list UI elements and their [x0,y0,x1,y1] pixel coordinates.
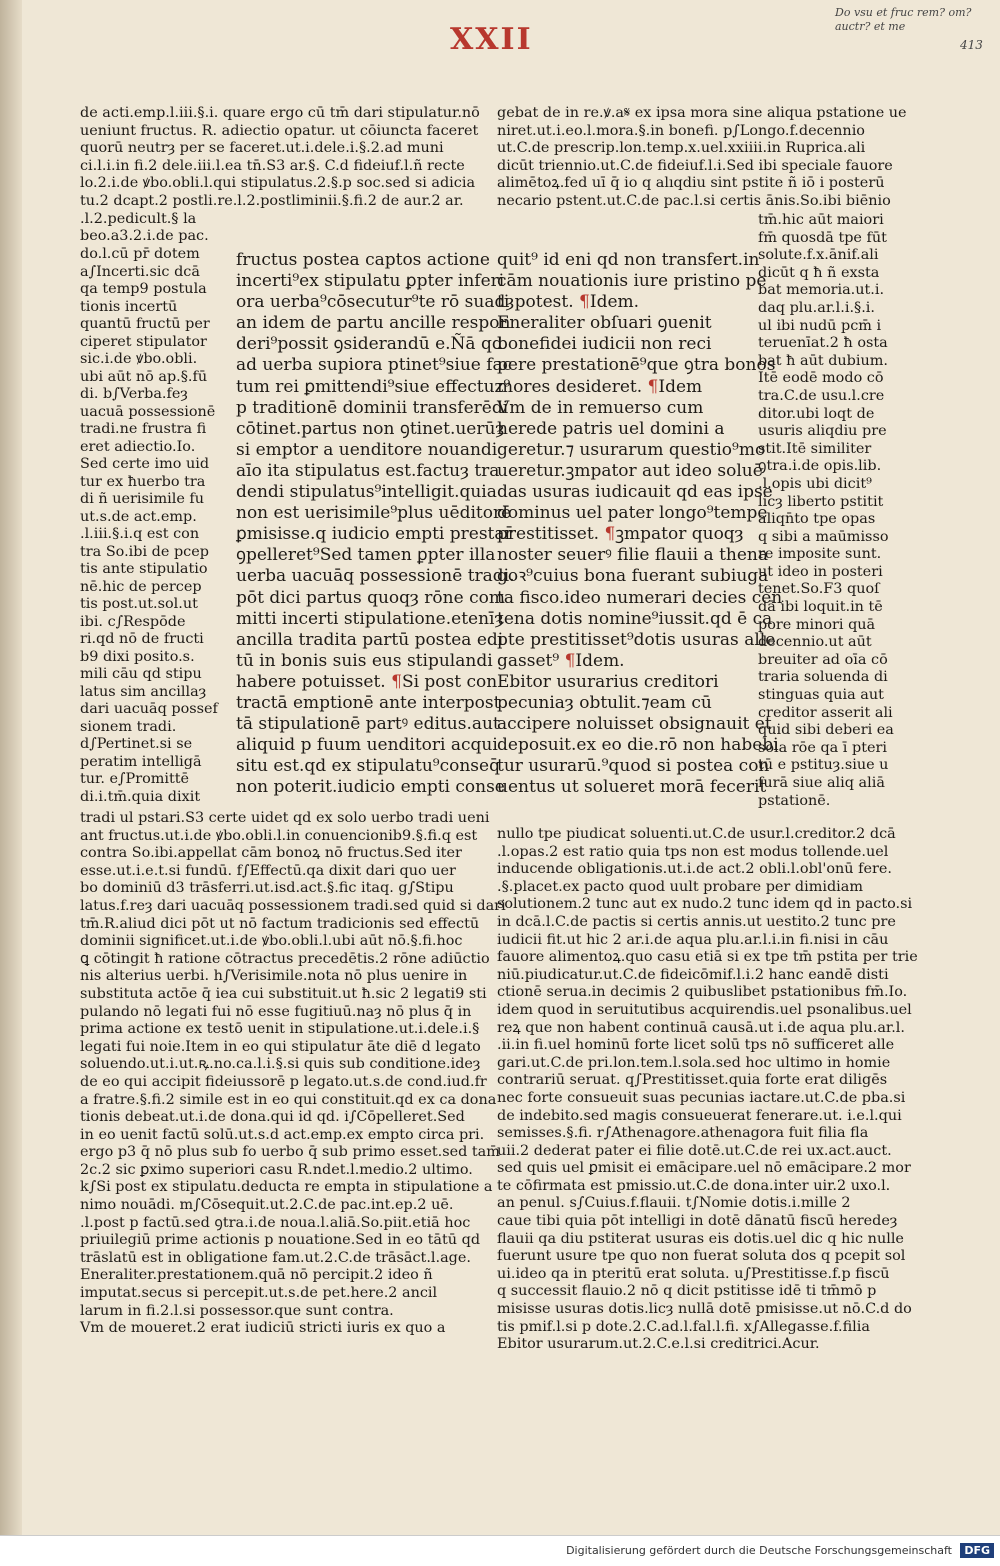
text-line: furā siue aliq aliā [758,775,885,791]
text-line: misisse usuras dotis.licȝ nullā dotē pmisisse.ut nō.C.d do [497,1301,912,1318]
text-line: niret.ut.i.eo.l.mora.§.in bonefi. p∫Longo.f.decennio [497,122,865,139]
text-line: mili cāu qd stipu [80,666,202,682]
text-line: q successit flauio.2 nō q dicit pstitisse idē ti tm̄mō p [497,1283,877,1300]
text-line: pulando nō legati fui nō esse fugitiuū.naȝ nō plus q̄ in [80,1003,472,1020]
text-line: tis pmif.l.si p dote.2.C.ad.l.fal.l.fi. x∫Allegasse.f.filia [497,1318,870,1335]
text-line: mores desideret. ¶Idem [497,376,703,397]
text-line: aīo ita stipulatus est.factuȝ tra [236,460,500,481]
text-line: traria soluenda di [758,669,888,686]
text-line: teruenīat.2 ħ osta [758,335,888,352]
text-line: inducende obligationis.ut.i.de act.2 obli.l.obl'onū fere. [497,861,892,878]
text-line: sionem tradi. [80,718,177,735]
text-line: alimētoꝝ.fed uī q̄ io q alıqdiu sint pstite ñ iō i posterū [497,175,885,192]
text-line: prestitisset. ¶ꝫmpator quoqȝ [497,524,744,545]
margin-note: Do vsu et fruc rem? om? auctr? et me [835,6,972,33]
text-line: sed quis uel ꝑmisit ei emācipare.uel nō emācipare.2 mor [497,1160,911,1177]
text-line: quit⁹ id eni qd non transfert.in [497,250,760,270]
text-line: dicūt triennio.ut.C.de fideiuf.l.i.Sed ibi speciale fauore [497,157,893,174]
text-line: nullo tpe piudicat soluenti.ut.C.de usur.l.creditor.2 dcā [497,826,896,842]
text-line: a∫Incerti.sic dcā [80,263,200,280]
text-line: tra So.ibi de pcep [80,543,209,560]
text-line: ꝑmisisse.q iudicio empti prestar̄ [236,524,513,545]
text-line: ꝗ cōtingit ħ ratione cōtractus precedētis.2 rōne adiūctio [80,950,490,967]
text-line: de acti.emp.l.iii.§.i. quare ergo cū tm̄ dari stipulatur.nō [80,105,480,121]
text-line: dendi stipulatus⁹intelligit.quia [236,482,497,503]
text-line: contrariū seruat. q∫Prestitisset.quia forte erat diligēs [497,1072,888,1089]
text-line: prima actione ex testō uenit in stipulatione.ut.i.dele.i.§ [80,1021,480,1038]
text-line: tenet.So.F3 quoſ [758,581,880,598]
text-line: solute.f.x.ānif.ali [758,247,879,264]
text-line: flauii qa diu pstiterat usuras eis dotis.uel dic q hic nulle [497,1230,904,1247]
text-line: tū e pstituȝ.siue u [758,757,889,774]
text-line: esse.ut.i.e.t.si fundū. f∫Effectū.qa dixit dari quo uer [80,862,456,879]
text-line: ꝯpelleret⁹Sed tamen ꝑpter illa [236,545,496,566]
text-line: ta fisco.ideo numerari decies cen [497,587,783,608]
text-line: tionis debeat.ut.i.de dona.qui id qd. i∫Cōpelleret.Sed [80,1109,465,1126]
text-line: idem quod in seruitutibus acquirendis.uel psonalibus.uel [497,1001,912,1018]
text-line: tractā emptionē ante interpost [236,692,501,713]
text-line: semisses.§.fi. r∫Athenagore.athenagora fuit filia fla [497,1125,869,1142]
text-line: bat memoria.ut.i. [758,282,885,299]
text-line: in dcā.l.C.de pactis si certis annis.ut uestito.2 tunc pre [497,913,896,930]
text-line: Vm de in remuerso cum [497,397,704,418]
text-line: nec forte consueuit suas pecunias iactare.ut.C.de pba.si [497,1089,906,1106]
text-line: Ebitor usurarum.ut.2.C.e.l.si creditrici.Acur. [497,1336,820,1353]
text-line: quantū fructū per [80,316,210,332]
text-line: pere prestationē⁹que ꝯtra bonos [497,355,776,376]
book-gutter [0,0,22,1535]
text-line: deri⁹possit ꝯsiderandū e.Ñā qd [236,334,503,355]
text-line: dari uacuāq possef [80,701,218,717]
text-line: geretur.⁊ usurarum questio⁹mo [497,439,766,460]
text-line: tur. e∫Promittē [80,771,190,787]
text-line: ant fructus.ut.i.de ꝟbo.obli.l.in conuencionib9.§.fi.q est [80,827,478,844]
text-line: b9 dixi posito.s. [80,648,195,665]
text-line: dicūt q ħ ñ exsta [758,264,880,281]
text-line: tis ante stipulatio [80,561,208,577]
gloss-right-top [497,105,907,211]
text-line: trāslatū est in obligatione fam.ut.2.C.de trāsāct.l.age. [80,1249,471,1266]
text-line: .l.opis ubi dicit⁹ [758,475,872,492]
text-line: .§.placet.ex pacto quod uult probare per dimidiam [497,878,863,895]
text-line: ui.ideo qa in pteritū erat soluta. u∫Prestitisse.f.p fiscū [497,1265,890,1282]
text-line: ora uerba⁹cōsecutur⁹te rō suadȝ [236,292,515,313]
text-line: fructus postea captos actione [236,250,490,270]
text-line: .l.opas.2 est ratio quia tps non est modus tollende.uel [497,843,889,860]
text-line: aliqn̄to tpe opas [758,511,876,528]
text-line: beo.a3.2.i.de pac. [80,228,209,245]
text-line: an idem de partu ancille respon [236,313,511,334]
text-line: a fratre.§.fi.2 simile est in eo qui constituit.qd ex ca dona [80,1091,497,1108]
text-line: tena dotis nomine⁹iussit.qd ē ca [497,608,773,629]
text-line: necario pstent.ut.C.de pac.l.si certis ānis.So.ibi biēnio [497,192,891,209]
text-line: pore minori quā [758,616,876,633]
text-line: p traditionē dominii transferēdi [236,397,509,418]
text-line: ueniunt fructus. R. adiectio opatur. ut cōiuncta faceret [80,122,479,139]
text-line: Itē eodē modo cō [758,370,884,387]
text-line: dominus uel pater longo⁹tempe [497,503,768,524]
text-line: larum in fi.2.l.si possessor.que sunt contra. [80,1302,394,1319]
text-line: uerba uacuāq possessionē tradi. [236,566,515,587]
text-line: di ñ uerisimile fu [80,491,205,507]
text-line: tum rei ꝑmittendi⁹siue effectuz⁹ [236,376,511,397]
text-line: Eneraliter obſuari ꝯuenit [497,313,712,334]
text-line: creditor asserit ali [758,704,893,721]
text-line: tra.C.de usu.l.cre [758,387,885,404]
funding-credit: Digitalisierung gefördert durch die Deutsche Forschungsgemeinschaft [566,1544,952,1557]
text-line: tionis incertū [80,298,178,315]
text-line: fm̄ quosdā tpe fūt [758,229,887,246]
text-line: 2c.2 sic ꝑximo superiori casu R.ndet.l.medio.2 ultimo. [80,1161,473,1178]
text-line: non poterit.iudicio empti conse [236,777,505,798]
text-line: ibi. c∫Respōde [80,613,186,630]
text-line: .l.2.pedicult.§ la [80,210,197,227]
text-line: Ebitor usurarius creditori [497,671,719,692]
text-line: tur ex ħuerbo tra [80,473,206,490]
text-line: ut.s.de act.emp. [80,508,197,525]
text-line: uacuā possessionē [80,403,216,420]
text-line: stinguas quia aut [758,687,884,704]
text-line: latus.f.reȝ dari uacuāq possessionem tradi.sed quid si dari [80,897,506,914]
text-line: Eneraliter.prestationem.quā nō percipit.2 ideo ñ [80,1267,433,1284]
text-line: ci.l.i.in fi.2 dele.iii.l.ea tn̄.S3 ar.§. C.d fideiuf.l.ñ recte [80,157,465,174]
text-line: tradi.ne frustra fi [80,421,207,437]
text-line: priuilegiū prime actionis p nouatione.Sed in eo tātū qd [80,1232,481,1249]
text-line: de eo qui accipit fideiussorē p legato.ut.s.de cond.iud.fr [80,1073,487,1090]
text-line: herede patris uel domini a [497,418,725,439]
text-line: re imposite sunt. [758,546,882,563]
text-line: quid sibi deberi ea [758,722,894,739]
text-line: cām nouationis iure pristino pe [497,271,767,292]
text-line: habere potuisset. ¶Si post con [236,671,498,692]
text-line: d∫Pertinet.si se [80,736,193,752]
main-text-left-column [236,250,515,798]
text-line: Sed certe imo uid [80,456,210,472]
text-line: uentus ut solueret morā fecerit [497,777,767,798]
leaf-number: 413 [960,38,983,52]
text-line: solutionem.2 tunc aut ex nudo.2 tunc idem qd in pacto.si [497,896,913,913]
text-line: reꝝ que non habent continuā causā.ut i.de aqua plu.ar.l. [497,1019,905,1036]
text-line: decennio.ut aūt [758,634,872,651]
text-line: accipere noluisset obsignauit et [497,714,772,735]
text-line: ergo p3 q̄ nō plus sub fo uerbo q̄ sub primo esset.sed tam̄ [80,1144,500,1161]
text-line: noster seuerꝰ filie flauii a thena [497,545,768,566]
text-line: tradi ul pstari.S3 certe uidet qd ex solo uerbo tradi ueni [80,810,490,826]
text-line: stit.Itē similiter [758,440,872,457]
text-line: .l.post p factū.sed ꝯtra.i.de noua.l.aliā.So.piit.etiā hoc [80,1214,471,1231]
text-line: .ii.in fi.uel hominū forte licet solū tps nō sufficeret alle [497,1037,895,1054]
text-line: ctionē serua.in decimis 2 quibuslibet pstationibus fm̄.Io. [497,984,908,1001]
text-line: iudicii fit.ut hic 2 ar.i.de aqua plu.ar.l.i.in fi.nisi in cāu [497,931,889,948]
gloss-left-top [80,105,480,246]
text-line: tm̄.R.aliud dici pōt ut nō factum tradicionis sed effectū [80,915,480,932]
text-line: de indebito.sed magis consueuerat fenerare.ut. i.e.l.qui [497,1107,902,1124]
text-line: ancilla tradita partū postea edi [236,629,504,650]
text-line: di. b∫Verba.feȝ [80,386,188,402]
text-line: ꝯtra.i.de opis.lib. [758,458,882,475]
text-line: q sibi a maūmisso [758,528,889,545]
text-line: bat ħ aūt dubium. [758,352,888,369]
digitization-footer [0,1535,1000,1566]
text-line: sola rōe qa ī pteri [758,739,887,756]
text-line: peratim intelligā [80,753,202,770]
gloss-right-bottom [497,826,918,1354]
text-line: ul ibi nudū pcm̄ i [758,317,882,334]
text-line: uii.2 dederat pater ei filie dotē.ut.C.de rei ux.act.auct. [497,1142,892,1159]
text-line: ti potest. ¶Idem. [497,292,640,313]
text-line: bonefidei iudicii non reci [497,334,712,355]
text-line: .l.iii.§.i.q est con [80,526,200,542]
text-line: daq plu.ar.l.i.§.i. [758,299,875,316]
text-line: soluendo.ut.i.ut.ꝶ.no.ca.l.i.§.si quis sub conditione.ideȝ [80,1056,481,1073]
gloss-left-bottom [80,810,506,1338]
text-line: di.i.tm̄.quia dixit [80,788,201,805]
text-line: pte prestitisset⁹dotis usuras alle [497,629,776,650]
text-line: breuiter ad oīa cō [758,651,888,668]
text-line: si emptor a uenditore nouandi [236,439,498,460]
text-line: niū.piudicatur.ut.C.de fideicōmif.l.i.2 hanc eandē disti [497,966,889,983]
text-line: gebat de in re.ꝟ.a𝄋 ex ipsa mora sine aliqua pstatione ue [497,105,907,121]
text-line: aliquid p fuum uenditori acqui [236,735,498,756]
text-line: tu.2 dcapt.2 postli.re.l.2.postliminii.§.fi.2 de aur.2 ar. [80,192,464,209]
text-line: deposuit.ex eo die.rō non habebi [497,735,779,756]
text-line: fauore alimentoꝝ.quo casu etiā si ex tpe tm̄ pstita per trie [497,949,918,966]
text-line: tm̄.hic aūt maiori [758,212,884,228]
text-line: eret adiectio.Io. [80,438,196,455]
text-line: do.l.cū pr̄ dotem [80,246,200,262]
main-text-right-column [497,250,783,798]
text-line: ciperet stipulator [80,333,207,350]
text-line: ad uerba supiora ptinet⁹siue fac [236,355,513,376]
text-line: caue tibi quia pōt intelligi in dotē dānatū fiscū heredeȝ [497,1213,898,1230]
text-line: tis post.ut.sol.ut [80,596,198,612]
text-line: legati fui noie.Item in eo qui stipulatur āte diē d legato [80,1038,481,1055]
text-line: k∫Si post ex stipulatu.deducta re empta in stipulatione a [80,1179,493,1196]
text-line: usuris aliqdiu pre [758,423,887,440]
text-line: substituta actōe q̄ iea cui substituit.ut ħ.sic 2 legati9 sti [80,985,487,1002]
text-line: bo dominiū d3 trāsferri.ut.isd.act.§.fic itaq. g∫Stipu [80,880,454,897]
text-line: licȝ liberto pstitit [758,493,884,510]
text-line: dā ibi loquit.in tē [758,599,883,616]
text-line: tur usurarū.⁹quod si postea con [497,756,770,777]
text-line: qa temp9 postula [80,281,207,297]
text-line: pōt dici partus quoqȝ rōne com [236,587,505,608]
text-line: contra So.ibi.appellat cām bonoꝝ nō fructus.Sed iter [80,845,462,862]
text-line: an penul. s∫Cuius.f.flauii. t∫Nomie dotis.i.mille 2 [497,1195,851,1212]
text-line: tū in bonis suis eus stipulandi [236,650,493,671]
text-line: fuerunt usure tpe quo non fuerat soluta dos q pcepit sol [497,1248,906,1265]
text-line: ubi aūt nō ap.§.fū [80,368,208,385]
text-line: in eo uenit factū solū.ut.s.d act.emp.ex empto circa pri. [80,1126,485,1143]
text-line: ri.qd nō de fructi [80,631,204,647]
text-line: nimo nouādi. m∫Cōsequit.ut.2.C.de pac.int.ep.2 uē. [80,1197,454,1214]
text-line: non est uerisimile⁹plus uēditorē [236,503,512,524]
text-line: quorū neutrȝ per se faceret.ut.i.dele.i.§.2.ad muni [80,140,444,157]
text-line: nis alterius uerbi. h∫Verisimile.nota nō plus uenire in [80,968,468,985]
text-line: goꝛ⁹cuius bona fuerant subiuga [497,566,769,587]
folio-heading: XXII [450,22,533,57]
text-line: dominii significet.ut.i.de ꝟbo.obli.l.ubi aūt nō.§.fi.hoc [80,933,463,950]
text-line: ut ideo in posteri [758,563,883,580]
gloss-left-margin [80,246,218,806]
text-line: gasset⁹ ¶Idem. [497,650,625,671]
text-line: lo.2.i.de ꝟbo.obli.l.qui stipulatus.2.§.p soc.sed si adicia [80,175,476,192]
text-line: cōtinet.partus non ꝯtinet.uerūȝ [236,418,505,439]
text-line: ueretur.ꝫmpator aut ideo soluē [497,460,763,481]
text-line: nē.hic de percep [80,578,202,595]
text-line: sic.i.de ꝟbo.obli. [80,351,198,367]
gloss-right-margin [758,212,894,810]
text-line: gari.ut.C.de pri.lon.tem.l.sola.sed hoc ultimo in homie [497,1054,891,1071]
text-line: tā stipulationē partꝰ editus.aut [236,714,500,735]
text-line: das usuras iudicauit qd eas ipse [497,482,773,503]
text-line: pstationē. [758,792,831,809]
text-line: imputat.secus si percepit.ut.s.de pet.here.2 ancil [80,1285,438,1302]
text-line: ditor.ubi loqt de [758,405,875,422]
text-line: Vm de moueret.2 erat iudiciū stricti iuris ex quo a [80,1320,446,1337]
text-line: latus sim ancillaȝ [80,683,207,700]
text-line: mitti incerti stipulatione.etenīȝ [236,608,504,629]
dfg-logo: DFG [960,1543,994,1558]
text-line: situ est.qd ex stipulatu⁹conseq̄ [236,756,500,777]
text-line: ut.C.de prescrip.lon.temp.x.uel.xxiiii.in Ruprica.ali [497,140,866,157]
text-line: incerti⁹ex stipulatu ꝑpter inferi [236,271,505,292]
text-line: te cōfirmata est pmissio.ut.C.de dona.inter uir.2 uxo.l. [497,1177,891,1194]
text-line: pecuniaȝ obtulit.⁊eam cū [497,692,712,713]
